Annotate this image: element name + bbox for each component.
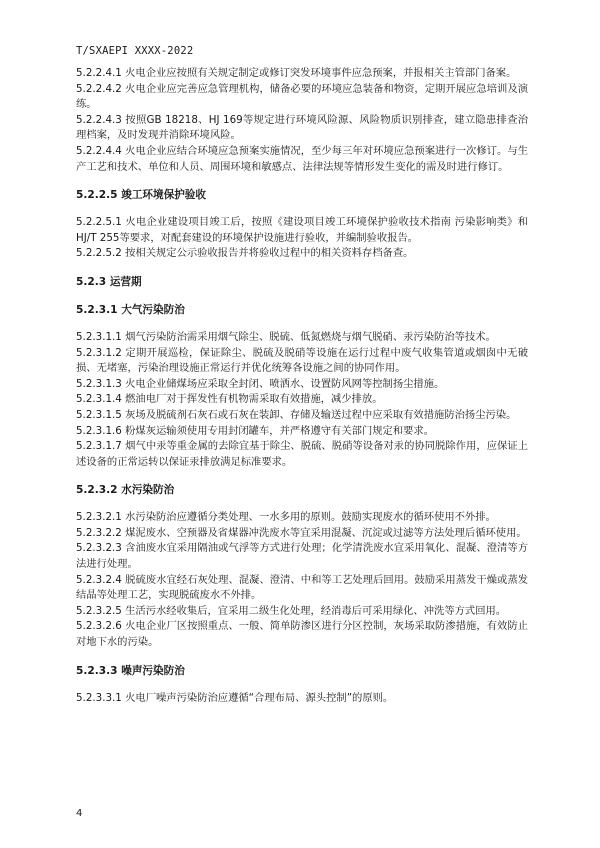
clause-5-2-3-1-7: 5.2.3.1.7 烟气中汞等重金属的去除宜基于除尘、脱硫、脱硝等设备对汞的协同脱除作用，应保证上述设备的正常运转以保证汞排放满足标准要求。 bbox=[76, 440, 528, 468]
document-header: T/SXAEPI XXXX-2022 bbox=[76, 45, 194, 57]
heading-5-2-3-1: 5.2.3.1 大气污染防治 bbox=[76, 303, 185, 316]
clause-5-2-3-1-1: 5.2.3.1.1 烟气污染防治需采用烟气除尘、脱硫、低氮燃烧与烟气脱硝、汞污染防治等技术。 bbox=[76, 330, 496, 343]
heading-5-2-3: 5.2.3 运营期 bbox=[76, 275, 142, 288]
clause-5-2-3-2-4: 5.2.3.2.4 脱硫废水宜经石灰处理、混凝、澄清、中和等工艺处理后回用。鼓励采用蒸发干燥或蒸发结晶等处理工艺，实现脱硫废水不外排。 bbox=[76, 573, 528, 602]
clause-5-2-3-1-5: 5.2.3.1.5 灰场及脱硫剂石灰石或石灰在装卸、存储及输送过程中应采取有效措施防治扬尘污染。 bbox=[76, 408, 517, 421]
clause-5-2-2-4-2: 5.2.2.4.2 火电企业应完善应急管理机构，储备必要的环境应急装备和物资，定期开展应急培训及演练。 bbox=[76, 82, 528, 111]
clause-5-2-3-2-2: 5.2.3.2.2 煤泥废水、空预器及省煤器冲洗废水等宜采用混凝、沉淀或过滤等方法处理后循环使用。 bbox=[76, 526, 527, 539]
clause-5-2-3-1-4: 5.2.3.1.4 燃油电厂对于挥发性有机物需采取有效措施，减少排放。 bbox=[76, 393, 383, 406]
heading-5-2-3-2: 5.2.3.2 水污染防治 bbox=[76, 484, 175, 497]
heading-5-2-2-5: 5.2.2.5 竣工环境保护验收 bbox=[76, 189, 206, 202]
clause-5-2-3-1-6: 5.2.3.1.6 粉煤灰运输须使用专用封闭罐车，并严格遵守有关部门规定和要求。 bbox=[76, 424, 435, 437]
clause-5-2-2-4-1: 5.2.2.4.1 火电企业应按照有关规定制定或修订突发环境事件应急预案，并报相关主管部门备案。 bbox=[76, 67, 517, 79]
clause-5-2-3-2-3: 5.2.3.2.3 含油废水宜采用隔油或气浮等方式进行处理；化学清洗废水宜采用氧化、混凝、澄清等方法进行处理。 bbox=[76, 542, 528, 571]
clause-5-2-3-1-2: 5.2.3.1.2 定期开展巡检，保证除尘、脱硫及脱硝等设施在运行过程中废气收集管道或烟囱中无破损、无堵塞，污染治理设施正常运行并优化统筹各设施之间的协同作用。 bbox=[76, 346, 528, 375]
clause-5-2-2-4-4: 5.2.2.4.4 火电企业应结合环境应急预案实施情况，至少每三年对环境应急预案进行一次修订。与生产工艺和技术、单位和人员、周围环境和敏感点、法律法规等情形发生变化的需及时进行修订。 bbox=[76, 144, 528, 173]
page-number: 4 bbox=[76, 808, 83, 819]
clause-5-2-3-2-5: 5.2.3.2.5 生活污水经收集后，宜采用二级生化处理，经消毒后可采用绿化、冲洗等方式回用。 bbox=[76, 604, 507, 617]
clause-5-2-2-5-1: 5.2.2.5.1 火电企业建设项目竣工后，按照《建设项目竣工环境保护验收技术指南 污染影响类》和HJ/T 255等要求，对配套建设的环境保护设施进行验收，并编制验收报告。 bbox=[76, 216, 528, 244]
clause-5-2-2-4-3: 5.2.2.4.3 按照GB 18218、HJ 169等规定进行环境风险源、风险物质识别排查，建立隐患排查治理档案，及时发现并消除环境风险。 bbox=[76, 113, 528, 142]
clause-5-2-3-2-6: 5.2.3.2.6 火电企业厂区按照重点、一般、简单防渗区进行分区控制，灰场采取防渗措施，有效防止对地下水的污染。 bbox=[76, 620, 528, 649]
clause-5-2-3-3-1: 5.2.3.3.1 火电厂噪声污染防治应遵循“合理布局、源头控制”的原则。 bbox=[76, 691, 394, 704]
heading-5-2-3-3: 5.2.3.3 噪声污染防治 bbox=[76, 664, 185, 677]
clause-5-2-3-2-1: 5.2.3.2.1 水污染防治应遵循分类处理、一水多用的原则。鼓励实现废水的循环使用不外排。 bbox=[76, 511, 496, 524]
document-body bbox=[76, 66, 528, 706]
clause-5-2-3-1-3: 5.2.3.1.3 火电企业储煤场应采取全封闭、喷洒水、设置防风网等控制扬尘措施。 bbox=[76, 377, 445, 390]
clause-5-2-2-5-2: 5.2.2.5.2 按相关规定公示验收报告并将验收过程中的相关资料存档备查。 bbox=[76, 247, 414, 260]
